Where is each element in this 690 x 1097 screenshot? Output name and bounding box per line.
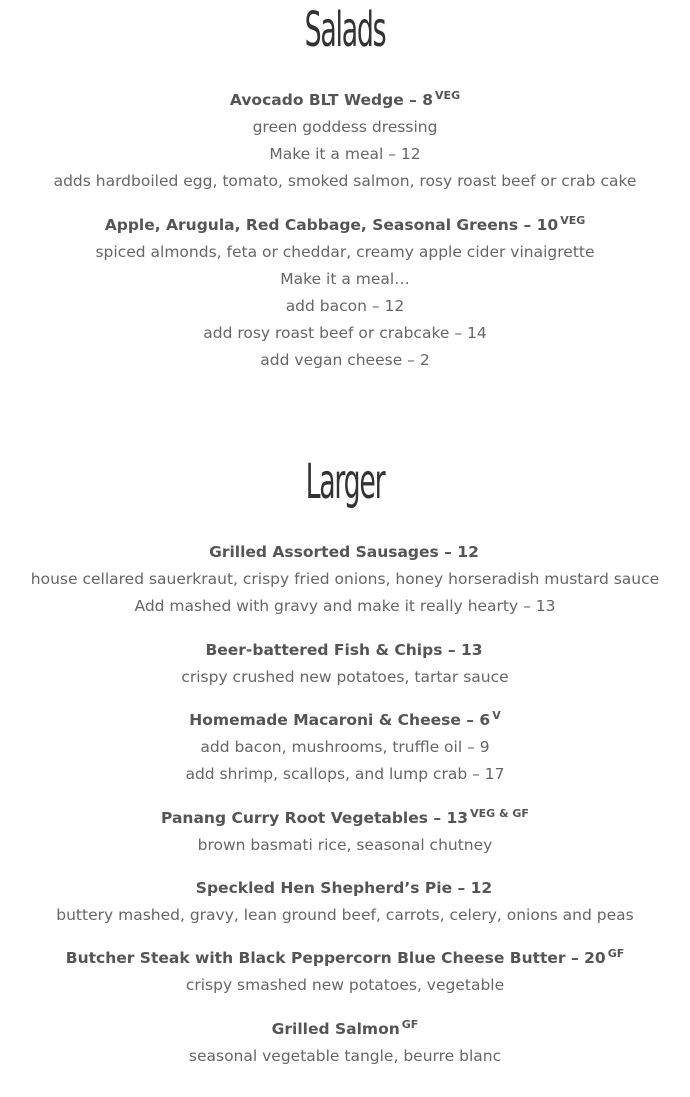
item-name: Speckled Hen Shepherd’s Pie – 12 [195,879,493,897]
item-option: add bacon, mushrooms, truffle oil – 9 [200,738,490,756]
menu-item-macaroni-cheese [0,702,690,788]
item-option: Make it a meal… [280,270,410,288]
item-option: Add mashed with gravy and make it really hearty – 13 [134,597,556,615]
item-description: house cellared sauerkraut, crispy fried onions, honey horseradish mustard sauce [30,570,660,588]
item-name: Grilled Salmon $^{GF}$ [271,1018,419,1038]
dietary-tag: GF [401,1018,419,1031]
item-option: add shrimp, scallops, and lump crab – 17 [185,765,505,783]
section-title-larger: Larger [305,454,385,510]
menu-item-panang-curry [0,800,690,859]
item-option: adds hardboiled egg, tomato, smoked salmon, rosy roast beef or crab cake [53,172,637,190]
item-description: crispy crushed new potatoes, tartar sauce [181,668,509,686]
item-description: seasonal vegetable tangle, beurre blanc [188,1047,502,1065]
item-name: Homemade Macaroni & Cheese – 6 $^V$ [189,709,501,729]
item-description: buttery mashed, gravy, lean ground beef, carrots, celery, onions and peas [56,906,634,924]
item-description: crispy smashed new potatoes, vegetable [185,976,505,994]
item-name: Beer-battered Fish & Chips – 13 [205,641,483,659]
dietary-tag: V [492,709,501,722]
menu-item-butcher-steak [0,940,690,999]
menu-item-fish-and-chips [0,632,690,691]
menu-item-apple-arugula-salad [0,207,690,374]
menu-item-grilled-sausages [0,534,690,620]
item-description: green goddess dressing [252,118,438,136]
menu-item-avocado-blt-wedge [0,82,690,195]
menu-item-shepherds-pie [0,870,690,929]
item-option: add bacon – 12 [285,297,405,315]
menu-item-grilled-salmon [0,1011,690,1070]
item-option: Make it a meal – 12 [269,145,421,163]
item-description: spiced almonds, feta or cheddar, creamy apple cider vinaigrette [95,243,595,261]
section-title-salads: Salads [304,2,386,58]
item-name: Apple, Arugula, Red Cabbage, Seasonal Greens – 10 $^{VEG}$ [104,214,586,234]
item-name: Avocado BLT Wedge – 8 $^{VEG}$ [229,89,461,109]
item-description: brown basmati rice, seasonal chutney [197,836,493,854]
dietary-tag: VEG [560,214,586,227]
dietary-tag: VEG & GF [470,807,529,820]
dietary-tag: GF [607,947,625,960]
item-name: Panang Curry Root Vegetables – 13 $^{VEG \& GF}$ [161,807,529,827]
item-option: add vegan cheese – 2 [260,351,430,369]
item-option: add rosy roast beef or crabcake – 14 [203,324,487,342]
dietary-tag: VEG [435,89,461,102]
item-name: Butcher Steak with Black Peppercorn Blue Cheese Butter – 20 $^{GF}$ [65,947,625,967]
item-name: Grilled Assorted Sausages – 12 [209,543,479,561]
